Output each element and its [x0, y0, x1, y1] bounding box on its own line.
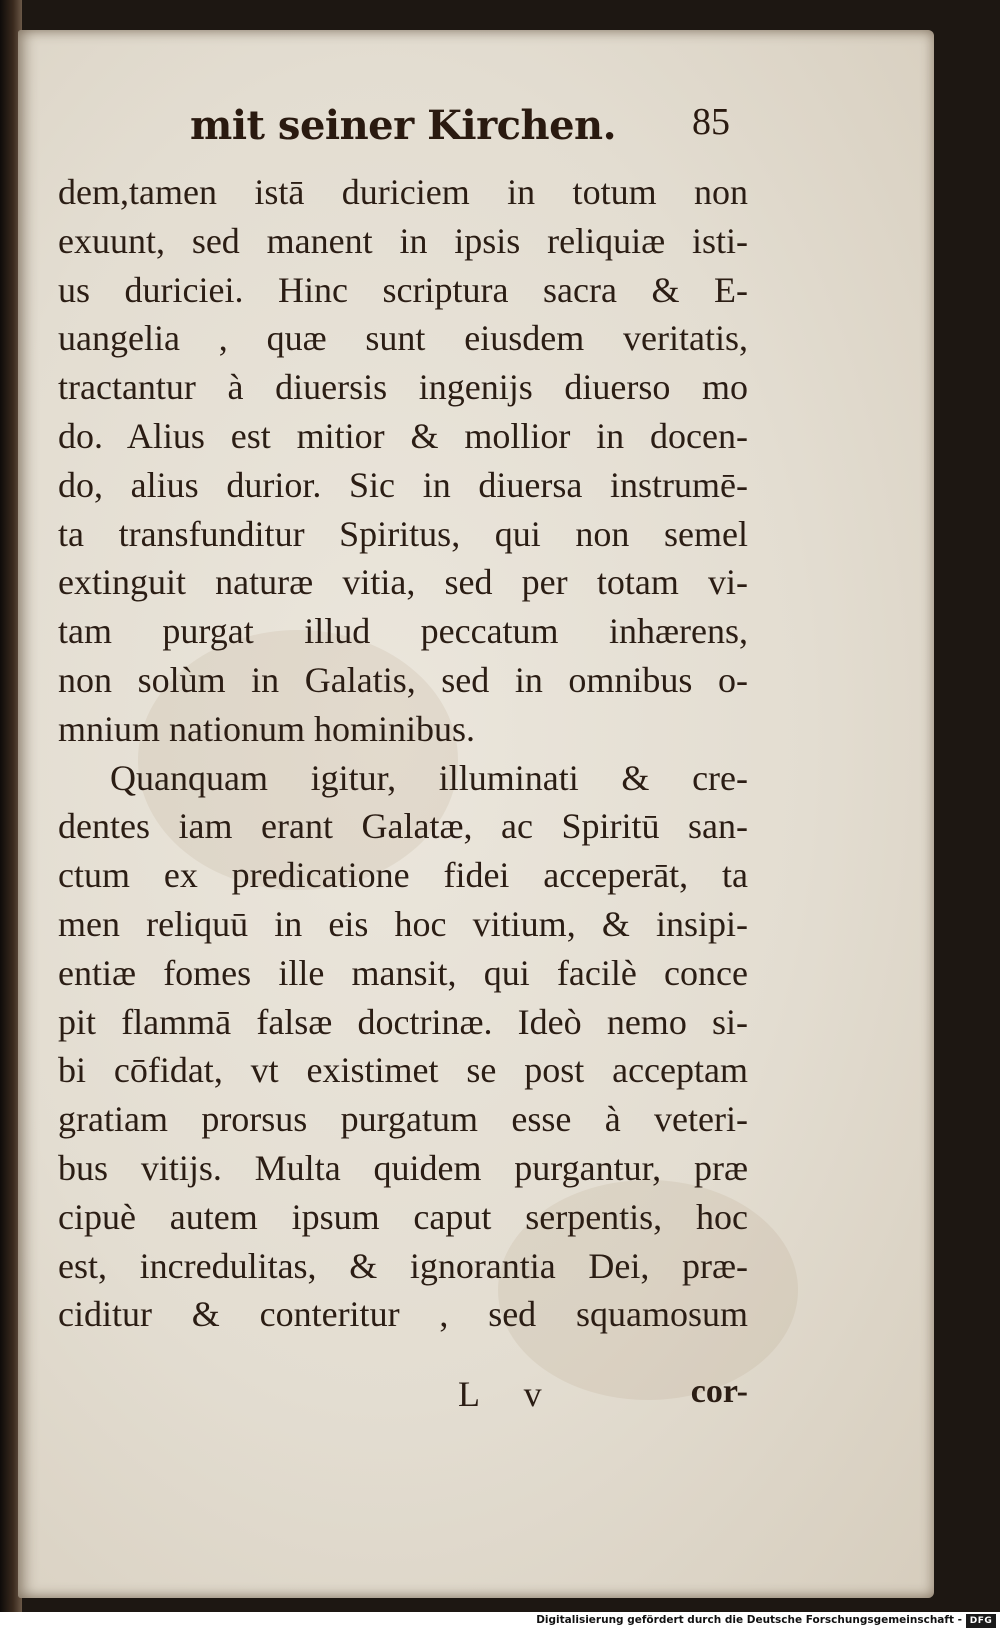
text-line: uangelia , quæ sunt eiusdem veritatis,: [58, 318, 748, 359]
text-line: cipuè autem ipsum caput serpentis, hoc: [58, 1196, 748, 1237]
text-line: entiæ fomes ille mansit, qui facilè conce: [58, 952, 748, 993]
funding-credit: Digitalisierung gefördert durch die Deutsche Forschungsgemeinschaft -: [536, 1614, 962, 1626]
text-line: ctum ex predicatione fidei acceperāt, ta: [58, 855, 748, 896]
text-line: non solùm in Galatis, sed in omnibus o-: [58, 659, 748, 700]
text-line: dentes iam erant Galatæ, ac Spiritū san-: [58, 806, 748, 847]
text-line: pit flammā falsæ doctrinæ. Ideò nemo si-: [58, 1001, 748, 1042]
page-foot: [58, 1373, 748, 1423]
body-text: [58, 168, 748, 1339]
text-line: dem,tamen istā duriciem in totum non: [58, 172, 748, 212]
text-line: gratiam prorsus purgatum esse à veteri-: [58, 1099, 748, 1140]
text-line: ta transfunditur Spiritus, qui non semel: [58, 513, 748, 554]
text-line: mnium nationum hominibus.: [58, 708, 476, 749]
text-line: tam purgat illud peccatum inhærens,: [58, 611, 748, 652]
text-line: est, incredulitas, & ignorantia Dei, præ-: [58, 1245, 748, 1286]
text-line: bi cōfidat, vt existimet se post acceptam: [58, 1050, 748, 1091]
catchword: cor-: [690, 1373, 748, 1410]
text-line: do, alius durior. Sic in diuersa instrumē-: [58, 464, 748, 505]
text-line: exuunt, sed manent in ipsis reliquiæ isti-: [58, 220, 748, 261]
text-line: bus vitijs. Multa quidem purgantur, præ: [58, 1147, 748, 1188]
signature-mark: L v: [458, 1374, 560, 1414]
dfg-logo-icon: DFG: [966, 1614, 996, 1628]
page-number: 85: [692, 101, 730, 143]
text-line: do. Alius est mitior & mollior in docen-: [58, 415, 748, 456]
digitization-footer: [0, 1612, 1000, 1631]
text-line: ciditur & conteritur , sed squamosum: [58, 1294, 748, 1335]
text-line: men reliquū in eis hoc vitium, & insipi-: [58, 903, 748, 944]
text-line: extinguit naturæ vitia, sed per totam vi-: [58, 562, 748, 603]
paragraph-first-line: Quanquam igitur, illuminati & cre-: [110, 757, 748, 798]
text-line: tractantur à diuersis ingenijs diuerso mo: [58, 367, 748, 408]
text-line: us duriciei. Hinc scriptura sacra & E-: [58, 269, 748, 310]
running-head: mit seiner Kirchen.: [190, 102, 617, 149]
